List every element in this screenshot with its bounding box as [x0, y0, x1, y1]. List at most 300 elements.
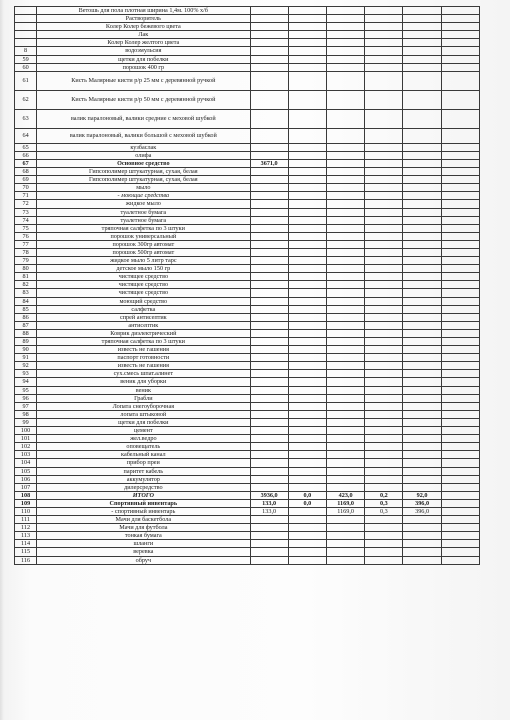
table-row — [15, 427, 480, 435]
value-cell — [288, 338, 326, 346]
empty-cell — [441, 289, 479, 297]
empty-cell — [441, 378, 479, 386]
value-cell — [250, 329, 288, 337]
value-cell — [403, 354, 441, 362]
table-row — [15, 507, 480, 515]
item-name-cell: Мачи для баскетбола — [37, 516, 250, 524]
table-row — [15, 418, 480, 426]
value-cell — [326, 47, 364, 55]
table-row — [15, 524, 480, 532]
empty-cell — [441, 548, 479, 556]
item-name-cell: кабельный канал — [37, 451, 250, 459]
value-cell — [365, 47, 403, 55]
value-cell — [250, 176, 288, 184]
empty-cell — [441, 208, 479, 216]
row-number-cell: 84 — [15, 297, 37, 305]
table-row — [15, 491, 480, 499]
value-cell — [250, 23, 288, 31]
value-cell — [326, 548, 364, 556]
value-cell — [250, 321, 288, 329]
value-cell — [365, 329, 403, 337]
value-cell — [250, 289, 288, 297]
value-cell — [250, 370, 288, 378]
table-row — [15, 240, 480, 248]
value-cell — [250, 483, 288, 491]
empty-cell — [441, 200, 479, 208]
value-cell — [365, 354, 403, 362]
empty-cell — [441, 265, 479, 273]
value-cell — [365, 159, 403, 167]
item-name-cell: туалетное бумага — [37, 208, 250, 216]
value-cell — [403, 532, 441, 540]
value-cell — [365, 90, 403, 109]
value-cell — [403, 39, 441, 47]
item-name-cell: - спортивный инвентарь — [37, 507, 250, 515]
table-row — [15, 475, 480, 483]
value-cell — [288, 313, 326, 321]
row-number-cell: 116 — [15, 556, 37, 564]
value-cell — [250, 216, 288, 224]
item-name-cell: обруч — [37, 556, 250, 564]
table-row — [15, 109, 480, 128]
row-number-cell: 110 — [15, 507, 37, 515]
value-cell — [403, 208, 441, 216]
value-cell — [288, 289, 326, 297]
table-row — [15, 435, 480, 443]
table-row — [15, 216, 480, 224]
value-cell — [250, 386, 288, 394]
value-cell — [365, 394, 403, 402]
value-cell — [288, 281, 326, 289]
table-row — [15, 15, 480, 23]
empty-cell — [441, 410, 479, 418]
value-cell — [250, 208, 288, 216]
row-number-cell: 77 — [15, 240, 37, 248]
value-cell — [288, 305, 326, 313]
value-cell — [250, 55, 288, 63]
row-number-cell: 115 — [15, 548, 37, 556]
value-cell — [288, 410, 326, 418]
value-cell — [326, 443, 364, 451]
table-row — [15, 265, 480, 273]
table-row — [15, 257, 480, 265]
empty-cell — [441, 90, 479, 109]
value-cell — [288, 71, 326, 90]
value-cell — [365, 467, 403, 475]
item-name-cell: Колер Колер бежевого цвета — [37, 23, 250, 31]
row-number-cell: 63 — [15, 109, 37, 128]
empty-cell — [441, 55, 479, 63]
value-cell — [250, 451, 288, 459]
value-cell — [326, 200, 364, 208]
row-number-cell: 67 — [15, 159, 37, 167]
value-cell — [403, 475, 441, 483]
item-name-cell: Спортивный инвентарь — [37, 499, 250, 507]
value-cell — [365, 23, 403, 31]
table-row — [15, 224, 480, 232]
item-name-cell: Гипсополимер штукатурная, сухая, белая — [37, 176, 250, 184]
row-number-cell: 59 — [15, 55, 37, 63]
value-cell — [326, 265, 364, 273]
table-row — [15, 354, 480, 362]
value-cell — [250, 475, 288, 483]
table-row — [15, 540, 480, 548]
value-cell — [365, 540, 403, 548]
value-cell — [288, 378, 326, 386]
table-row — [15, 184, 480, 192]
value-cell — [365, 459, 403, 467]
item-name-cell: лопата штыковой — [37, 410, 250, 418]
row-number-cell: 69 — [15, 176, 37, 184]
value-cell — [288, 370, 326, 378]
value-cell — [403, 540, 441, 548]
value-cell — [403, 31, 441, 39]
table-row — [15, 378, 480, 386]
value-cell — [250, 143, 288, 151]
empty-cell — [441, 556, 479, 564]
value-cell — [365, 128, 403, 143]
table-row — [15, 305, 480, 313]
table-row — [15, 313, 480, 321]
value-cell — [365, 265, 403, 273]
table-row — [15, 128, 480, 143]
value-cell — [288, 459, 326, 467]
item-name-cell: веник — [37, 386, 250, 394]
item-name-cell: Грабли — [37, 394, 250, 402]
value-cell — [326, 39, 364, 47]
value-cell — [403, 435, 441, 443]
value-cell — [365, 281, 403, 289]
value-cell — [403, 176, 441, 184]
value-cell — [326, 532, 364, 540]
row-number-cell: 82 — [15, 281, 37, 289]
row-number-cell: 99 — [15, 418, 37, 426]
value-cell — [288, 451, 326, 459]
value-cell — [250, 443, 288, 451]
empty-cell — [441, 475, 479, 483]
value-cell: 396,0 — [403, 499, 441, 507]
value-cell — [403, 240, 441, 248]
empty-cell — [441, 192, 479, 200]
value-cell — [250, 354, 288, 362]
empty-cell — [441, 232, 479, 240]
table-row — [15, 176, 480, 184]
value-cell — [403, 483, 441, 491]
value-cell — [288, 516, 326, 524]
item-name-cell: паритет кабель — [37, 467, 250, 475]
empty-cell — [441, 281, 479, 289]
value-cell — [403, 556, 441, 564]
value-cell — [365, 224, 403, 232]
row-number-cell: 86 — [15, 313, 37, 321]
value-cell — [403, 524, 441, 532]
value-cell — [365, 427, 403, 435]
value-cell: 423,0 — [326, 491, 364, 499]
value-cell: 3671,0 — [250, 159, 288, 167]
value-cell — [403, 47, 441, 55]
item-name-cell: мыло — [37, 184, 250, 192]
item-name-cell: жидкое мыло — [37, 200, 250, 208]
value-cell — [403, 370, 441, 378]
item-name-cell: валик паралоновый, валики средние с меховой шубкой — [37, 109, 250, 128]
table-row — [15, 410, 480, 418]
value-cell: 0,3 — [365, 499, 403, 507]
row-number-cell: 101 — [15, 435, 37, 443]
row-number-cell: 109 — [15, 499, 37, 507]
row-number-cell: 64 — [15, 128, 37, 143]
value-cell: 1169,0 — [326, 507, 364, 515]
value-cell — [365, 418, 403, 426]
empty-cell — [441, 168, 479, 176]
item-name-cell: Лак — [37, 31, 250, 39]
value-cell: 133,0 — [250, 507, 288, 515]
value-cell — [403, 313, 441, 321]
item-name-cell: известь не гашения — [37, 362, 250, 370]
table-row — [15, 208, 480, 216]
value-cell — [365, 55, 403, 63]
row-number-cell: 105 — [15, 467, 37, 475]
value-cell — [326, 71, 364, 90]
empty-cell — [441, 128, 479, 143]
value-cell — [288, 532, 326, 540]
row-number-cell: 93 — [15, 370, 37, 378]
value-cell — [365, 321, 403, 329]
value-cell — [250, 273, 288, 281]
empty-cell — [441, 499, 479, 507]
value-cell — [250, 15, 288, 23]
value-cell — [250, 459, 288, 467]
empty-cell — [441, 402, 479, 410]
row-number-cell: 88 — [15, 329, 37, 337]
row-number-cell: 100 — [15, 427, 37, 435]
value-cell — [326, 23, 364, 31]
empty-cell — [441, 362, 479, 370]
value-cell: 0,0 — [288, 499, 326, 507]
value-cell — [365, 378, 403, 386]
value-cell — [365, 216, 403, 224]
value-cell — [288, 109, 326, 128]
item-name-cell: Растворитель — [37, 15, 250, 23]
row-number-cell: 70 — [15, 184, 37, 192]
value-cell — [365, 483, 403, 491]
item-name-cell: Колер Колер желтого цвета — [37, 39, 250, 47]
table-row — [15, 321, 480, 329]
value-cell — [250, 192, 288, 200]
row-number-cell: 112 — [15, 524, 37, 532]
value-cell — [250, 90, 288, 109]
row-number-cell: 72 — [15, 200, 37, 208]
value-cell — [288, 329, 326, 337]
row-number-cell: 60 — [15, 63, 37, 71]
row-number-cell: 76 — [15, 232, 37, 240]
value-cell — [288, 435, 326, 443]
value-cell — [365, 402, 403, 410]
table-row — [15, 499, 480, 507]
table-row — [15, 47, 480, 55]
value-cell — [288, 443, 326, 451]
value-cell — [326, 386, 364, 394]
table-row — [15, 483, 480, 491]
item-name-cell: порошок 500гр автомат — [37, 248, 250, 256]
value-cell — [365, 313, 403, 321]
value-cell — [326, 297, 364, 305]
value-cell — [403, 55, 441, 63]
empty-cell — [441, 224, 479, 232]
value-cell — [250, 224, 288, 232]
value-cell — [403, 128, 441, 143]
value-cell — [326, 273, 364, 281]
value-cell — [365, 208, 403, 216]
value-cell — [403, 467, 441, 475]
row-number-cell: 73 — [15, 208, 37, 216]
value-cell — [403, 394, 441, 402]
value-cell: 0,3 — [365, 507, 403, 515]
value-cell — [250, 305, 288, 313]
value-cell — [288, 248, 326, 256]
empty-cell — [441, 39, 479, 47]
value-cell — [403, 410, 441, 418]
table-row — [15, 556, 480, 564]
value-cell — [250, 168, 288, 176]
value-cell — [250, 524, 288, 532]
row-number-cell: 113 — [15, 532, 37, 540]
value-cell — [365, 151, 403, 159]
value-cell — [326, 281, 364, 289]
value-cell — [250, 265, 288, 273]
value-cell — [326, 459, 364, 467]
row-number-cell: 91 — [15, 354, 37, 362]
value-cell — [403, 329, 441, 337]
table-row — [15, 516, 480, 524]
value-cell — [365, 232, 403, 240]
table-row — [15, 451, 480, 459]
table-row — [15, 273, 480, 281]
value-cell — [250, 31, 288, 39]
value-cell — [250, 151, 288, 159]
value-cell — [403, 305, 441, 313]
table-row — [15, 39, 480, 47]
value-cell — [365, 556, 403, 564]
value-cell — [250, 128, 288, 143]
table-row — [15, 55, 480, 63]
table-row — [15, 143, 480, 151]
item-name-cell: порошок 400 гр — [37, 63, 250, 71]
value-cell — [288, 168, 326, 176]
value-cell — [365, 435, 403, 443]
row-number-cell: 90 — [15, 346, 37, 354]
value-cell — [326, 418, 364, 426]
value-cell — [288, 159, 326, 167]
row-number-cell: 107 — [15, 483, 37, 491]
empty-cell — [441, 321, 479, 329]
value-cell — [326, 524, 364, 532]
item-name-cell: Коврик диэлектрический — [37, 329, 250, 337]
empty-cell — [441, 467, 479, 475]
value-cell — [288, 151, 326, 159]
value-cell — [403, 216, 441, 224]
value-cell: 133,0 — [250, 499, 288, 507]
table-row — [15, 23, 480, 31]
table-row — [15, 532, 480, 540]
value-cell — [326, 151, 364, 159]
value-cell — [250, 427, 288, 435]
value-cell — [365, 257, 403, 265]
empty-cell — [441, 151, 479, 159]
item-name-cell: щетки для побелки — [37, 55, 250, 63]
row-number-cell: 111 — [15, 516, 37, 524]
empty-cell — [441, 257, 479, 265]
value-cell — [326, 257, 364, 265]
row-number-cell — [15, 39, 37, 47]
value-cell — [288, 128, 326, 143]
table-row — [15, 7, 480, 15]
empty-cell — [441, 459, 479, 467]
value-cell — [250, 200, 288, 208]
row-number-cell: 89 — [15, 338, 37, 346]
empty-cell — [441, 297, 479, 305]
table-row — [15, 467, 480, 475]
item-name-cell: антисептик — [37, 321, 250, 329]
value-cell — [403, 338, 441, 346]
value-cell — [288, 265, 326, 273]
value-cell — [326, 31, 364, 39]
row-number-cell — [15, 23, 37, 31]
value-cell — [365, 516, 403, 524]
empty-cell — [441, 491, 479, 499]
table-row — [15, 289, 480, 297]
value-cell — [250, 540, 288, 548]
value-cell — [365, 63, 403, 71]
value-cell — [288, 216, 326, 224]
value-cell — [365, 176, 403, 184]
value-cell — [288, 55, 326, 63]
value-cell — [403, 516, 441, 524]
table-row — [15, 346, 480, 354]
table-row — [15, 168, 480, 176]
value-cell — [403, 7, 441, 15]
row-number-cell: 79 — [15, 257, 37, 265]
value-cell — [326, 338, 364, 346]
item-name-cell: жел.ведро — [37, 435, 250, 443]
value-cell — [326, 362, 364, 370]
value-cell — [288, 224, 326, 232]
table-row — [15, 329, 480, 337]
empty-cell — [441, 216, 479, 224]
value-cell — [250, 338, 288, 346]
item-name-cell: тряпочная салфетка по 3 штуки — [37, 224, 250, 232]
value-cell — [288, 402, 326, 410]
value-cell — [326, 402, 364, 410]
value-cell — [250, 362, 288, 370]
empty-cell — [441, 427, 479, 435]
row-number-cell: 106 — [15, 475, 37, 483]
value-cell — [365, 168, 403, 176]
value-cell — [403, 451, 441, 459]
value-cell — [326, 516, 364, 524]
row-number-cell: 80 — [15, 265, 37, 273]
value-cell — [326, 176, 364, 184]
value-cell — [288, 273, 326, 281]
value-cell — [288, 184, 326, 192]
item-name-cell: паспорт готовности — [37, 354, 250, 362]
empty-cell — [441, 159, 479, 167]
value-cell — [250, 7, 288, 15]
item-name-cell: детское мыло 150 гр — [37, 265, 250, 273]
row-number-cell: 81 — [15, 273, 37, 281]
item-name-cell: известь не гашения — [37, 346, 250, 354]
row-number-cell: 103 — [15, 451, 37, 459]
table-row — [15, 297, 480, 305]
